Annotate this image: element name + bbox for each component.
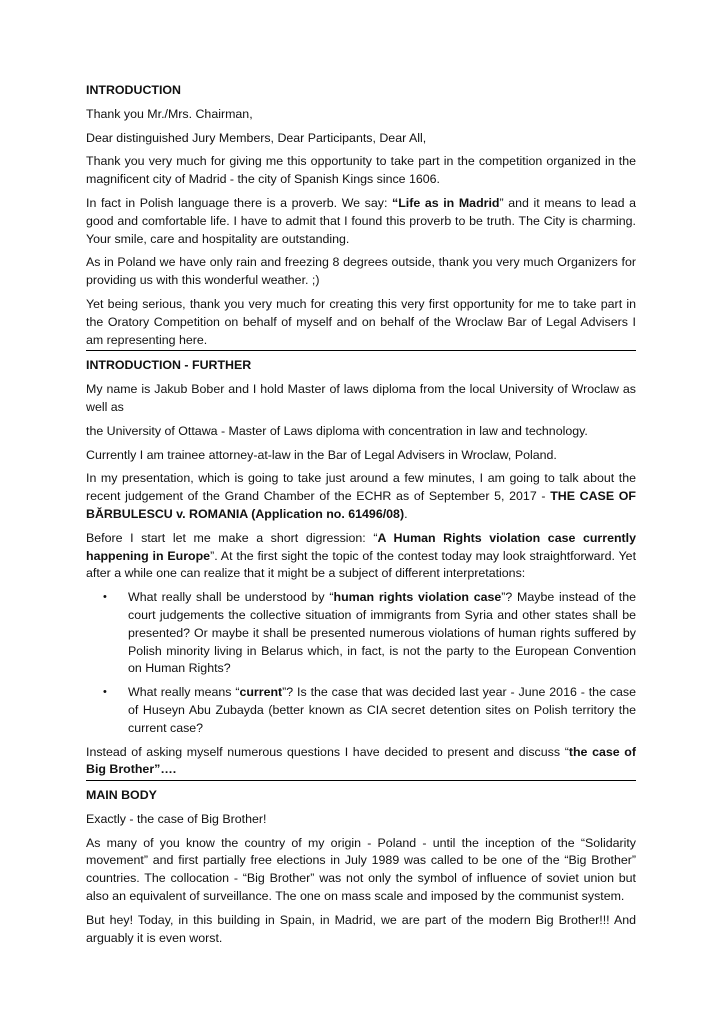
bold-text: THE CASE OF BĂRBULESCU v. ROMANIA (Application no. 61496/08) (86, 489, 636, 521)
paragraph (86, 195, 636, 248)
text-run: ”? Is the case that was decided last year - June 2016 - the case of Huseyn Abu Zubayda (better known as CIA secret detention sites on Polish territory the current case? (128, 685, 636, 735)
paragraph: My name is Jakub Bober and I hold Master of laws diploma from the local University of Wroclaw as well as (86, 382, 636, 414)
paragraph: As many of you know the country of my origin - Poland - until the inception of the “Solidarity movement” and first partially free elections in July 1989 was called to be one of the “Big Brother” countries. The collocation - “Big Brother” was not only the symbol of influence of soviet union but also an equivalent of surveillance. The one on mass scale and imposed by the communist system. (86, 835, 636, 904)
bullet-list (86, 589, 636, 737)
paragraph: Exactly - the case of Big Brother! (86, 811, 267, 826)
text-run: Instead of asking myself numerous questions I have decided to present and discuss “ (86, 744, 569, 759)
section-divider (86, 780, 636, 781)
paragraph (86, 530, 636, 583)
text-run: ”? Maybe instead of the court judgements the collective situation of immigrants from Syria and other states shall be presented? Or maybe it shall be presented numerous violations of human rights suffered by Polish minority living in Belarus which, in fact, is not the party to the European Convention on Human Rights? (128, 590, 636, 676)
bold-text: the case of Big Brother”…. (86, 744, 636, 777)
section-heading-main-body: MAIN BODY (86, 788, 157, 803)
section-heading-introduction-further: INTRODUCTION - FURTHER (86, 358, 252, 373)
paragraph: But hey! Today, in this building in Spain, in Madrid, we are part of the modern Big Brother!!! And arguably it is even worst. (86, 912, 636, 945)
section-divider (86, 350, 636, 351)
paragraph: the University of Ottawa - Master of Laws diploma with concentration in law and technology. (86, 423, 588, 438)
bold-text: “Life as in Madrid (392, 195, 500, 210)
bold-text: current (239, 685, 283, 700)
list-item (86, 589, 636, 678)
text-run: ”. At the first sight the topic of the contest today may look straightforward. Yet after a while one can realize that it might be a subject of different interpretations: (86, 548, 637, 581)
bullet-glyph: • (103, 591, 107, 604)
bold-text: A Human Rights violation case currently happening in Europe (86, 530, 636, 563)
paragraph (86, 744, 636, 780)
text-run: Before I start let me make a short digression: “ (86, 530, 378, 545)
text-run: ” and it means to lead a good and comfortable life. I have to admit that I found this proverb to be truth. The City is charming. Your smile, care and hospitality are outstanding. (86, 195, 636, 246)
bold-text: human rights violation case (333, 590, 502, 605)
text-run: In my presentation, which is going to take just around a few minutes, I am going to talk about the recent judgement of the Grand Chamber of the ECHR as of September 5, 2017 - (86, 471, 636, 504)
paragraph: Currently I am trainee attorney-at-law in the Bar of Legal Advisers in Wroclaw, Poland. (86, 447, 557, 462)
paragraph: Dear distinguished Jury Members, Dear Participants, Dear All, (86, 130, 427, 145)
text-run: What really shall be understood by “ (128, 590, 334, 605)
paragraph (86, 470, 636, 523)
paragraph: Yet being serious, thank you very much for creating this very first opportunity for me to take part in the Oratory Competition on behalf of myself and on behalf of the Wroclaw Bar of Legal Advisers I am representing here. (86, 296, 636, 347)
text-run: In fact in Polish language there is a proverb. We say: (86, 195, 393, 210)
section-heading-introduction: INTRODUCTION (86, 83, 181, 97)
paragraph: As in Poland we have only rain and freezing 8 degrees outside, thank you very much Organizers for providing us with this wonderful weather. ;) (86, 255, 636, 288)
bullet-glyph: • (103, 686, 107, 699)
text-run: . (404, 506, 408, 521)
document-page (86, 82, 636, 953)
list-item (86, 684, 636, 737)
text-run: What really means “ (128, 685, 240, 700)
paragraph: Thank you very much for giving me this opportunity to take part in the competition organized in the magnificent city of Madrid - the city of Spanish Kings since 1606. (86, 154, 636, 187)
paragraph: Thank you Mr./Mrs. Chairman, (86, 106, 253, 121)
